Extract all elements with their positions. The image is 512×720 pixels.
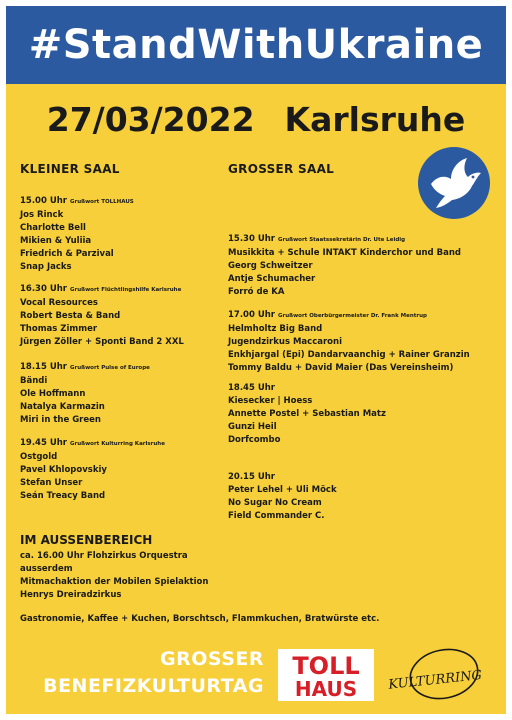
time-label: 16.30 Uhr — [20, 284, 67, 294]
event-date: 27/03/2022 — [46, 100, 255, 139]
act: Helmholtz Big Band — [228, 324, 323, 334]
act: Stefan Unser — [20, 478, 83, 488]
block-time — [20, 283, 184, 297]
block-time — [228, 471, 337, 484]
time-label: 18.15 Uhr — [20, 362, 67, 372]
time-label: 17.00 Uhr — [228, 310, 275, 320]
greeting-label: Grußwort TOLLHAUS — [70, 199, 134, 205]
block-time — [228, 233, 461, 247]
hashtag-title: #StandWithUkraine — [28, 22, 484, 68]
act: Musikkita + Schule INTAKT Kinderchor und Band — [228, 248, 461, 258]
tollhaus-logo — [278, 649, 374, 701]
act: Ole Hoffmann — [20, 389, 86, 399]
event-dateline — [6, 100, 506, 139]
aussenbereich-line: Henrys Dreiradzirkus — [20, 590, 122, 600]
kleiner-saal-block — [20, 361, 150, 427]
aussenbereich-line: Mitmachaktion der Mobilen Spielaktion — [20, 577, 209, 587]
act: Jugendzirkus Maccaroni — [228, 337, 342, 347]
act: Bändi — [20, 376, 48, 386]
act: Friedrich & Parzival — [20, 249, 114, 259]
block-time — [228, 382, 386, 395]
kleiner-saal-block — [20, 283, 184, 349]
act: Tommy Baldu + David Maier (Das Vereinsheim) — [228, 363, 454, 373]
block-time — [228, 309, 470, 323]
dove-icon — [417, 146, 491, 220]
kleiner-saal-title: KLEINER SAAL — [20, 162, 120, 176]
grosser-saal-block — [228, 471, 337, 523]
grosser-saal-block — [228, 382, 386, 447]
act: Miri in the Green — [20, 415, 101, 425]
act: No Sugar No Cream — [228, 498, 322, 508]
poster — [6, 6, 506, 714]
act: Vocal Resources — [20, 298, 98, 308]
act: Ostgold — [20, 452, 58, 462]
act: Robert Besta & Band — [20, 311, 121, 321]
act: Mikien & Yuliia — [20, 236, 92, 246]
footer-title-line2: BENEFIZKULTURTAG — [43, 675, 264, 697]
kleiner-saal-block — [20, 195, 134, 274]
time-label: 20.15 Uhr — [228, 472, 275, 482]
act: Forró de KA — [228, 287, 285, 297]
act: Snap Jacks — [20, 262, 72, 272]
act: Seán Treacy Band — [20, 491, 106, 501]
grosser-saal-block — [228, 309, 470, 375]
act: Charlotte Bell — [20, 223, 86, 233]
greeting-label: Grußwort Flüchtlingshilfe Karlsruhe — [70, 287, 182, 293]
footer-title-line1: GROSSER — [159, 648, 264, 670]
kulturring-logo-text: KULTURRING — [387, 668, 483, 693]
act: Pavel Khlopovskiy — [20, 465, 107, 475]
block-time — [20, 361, 150, 375]
tollhaus-logo-top: TOLL — [292, 652, 360, 680]
time-label: 19.45 Uhr — [20, 438, 67, 448]
time-label: 15.30 Uhr — [228, 234, 275, 244]
act: Georg Schweitzer — [228, 261, 313, 271]
event-city: Karlsruhe — [284, 100, 466, 139]
greeting-label: Grußwort Kulturring Karlsruhe — [70, 441, 165, 447]
act: Dorfcombo — [228, 435, 281, 445]
time-label: 18.45 Uhr — [228, 383, 275, 393]
act: Jos Rinck — [20, 210, 64, 220]
aussenbereich-lines — [20, 550, 208, 602]
act: Natalya Karmazin — [20, 402, 105, 412]
aussenbereich-title: IM AUSSENBEREICH — [20, 533, 153, 547]
greeting-label: Grußwort Staatssekretärin Dr. Ute Leidig — [278, 237, 406, 243]
act: Enkhjargal (Epi) Dandarvaanchig + Rainer Granzin — [228, 350, 470, 360]
block-time — [20, 437, 165, 451]
act: Jürgen Zöller + Sponti Band 2 XXL — [20, 337, 184, 347]
act: Kiesecker | Hoess — [228, 396, 313, 406]
tollhaus-logo-bottom: HAUS — [294, 677, 358, 701]
grosser-saal-title: GROSSER SAAL — [228, 162, 335, 176]
greeting-label: Grußwort Oberbürgermeister Dr. Frank Mentrup — [278, 313, 427, 319]
act: Antje Schumacher — [228, 274, 316, 284]
act: Field Commander C. — [228, 511, 325, 521]
act: Peter Lehel + Uli Möck — [228, 485, 337, 495]
gastronomie-note: Gastronomie, Kaffee + Kuchen, Borschtsch, Flammkuchen, Bratwürste etc. — [20, 614, 380, 624]
kleiner-saal-block — [20, 437, 165, 503]
aussenbereich-line: ca. 16.00 Uhr Flohzirkus Orquestra — [20, 551, 188, 561]
greeting-label: Grußwort Pulse of Europe — [70, 365, 150, 371]
act: Annette Postel + Sebastian Matz — [228, 409, 386, 419]
time-label: 15.00 Uhr — [20, 196, 67, 206]
kulturring-logo — [384, 644, 490, 704]
act: Thomas Zimmer — [20, 324, 98, 334]
grosser-saal-block — [228, 233, 461, 299]
block-time — [20, 195, 134, 209]
aussenbereich-line: ausserdem — [20, 564, 73, 574]
act: Gunzi Heil — [228, 422, 277, 432]
header-band — [6, 6, 506, 84]
